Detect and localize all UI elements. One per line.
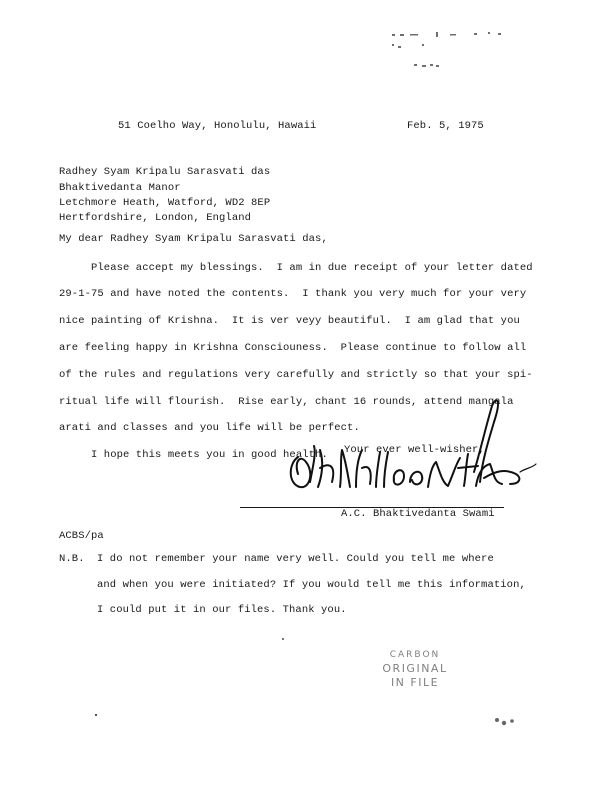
stamp-line: IN FILE: [390, 676, 440, 689]
body-line: ritual life will flourish. Rise early, chant 16 rounds, attend mangala: [59, 396, 514, 408]
speck: [282, 638, 284, 640]
body-line: are feeling happy in Krishna Consciouness. Please continue to follow all: [59, 342, 527, 354]
recipient-line: Bhaktivedanta Manor: [59, 182, 181, 194]
body-line: nice painting of Krishna. It is ver veyy beautiful. I am glad that you: [59, 315, 520, 327]
file-marks-graphic: [388, 28, 528, 78]
salutation: My dear Radhey Syam Kripalu Sarasvati das,: [59, 233, 328, 245]
nb-line: I could put it in our files. Thank you.: [97, 604, 347, 616]
body-line: arati and classes and you life will be perfect.: [59, 422, 360, 434]
sender-address: 51 Coelho Way, Honolulu, Hawaii: [118, 120, 317, 132]
file-stamp: [372, 648, 458, 690]
speck: [95, 714, 97, 716]
typist-initials: ACBS/pa: [59, 530, 104, 542]
recipient-line: Radhey Syam Kripalu Sarasvati das: [59, 166, 271, 178]
ink-smudge: [492, 714, 520, 730]
closing-line: I hope this meets you in good health.: [59, 449, 328, 461]
handwritten-signature: [280, 392, 550, 507]
body-line: of the rules and regulations very carefully and strictly so that your spi-: [59, 369, 533, 381]
nb-line: and when you were initiated? If you would tell me this information,: [97, 579, 526, 591]
body-line: Please accept my blessings. I am in due receipt of your letter dated: [59, 262, 533, 274]
nb-line: I do not remember your name very well. Could you tell me where: [97, 553, 494, 565]
recipient-line: Letchmore Heath, Watford, WD2 8EP: [59, 197, 271, 209]
letter-date: Feb. 5, 1975: [407, 120, 484, 132]
body-line: 29-1-75 and have noted the contents. I thank you very much for your very: [59, 288, 527, 300]
stamp-line: ORIGINAL: [382, 662, 448, 675]
recipient-line: Hertfordshire, London, England: [59, 212, 252, 224]
signer-name: A.C. Bhaktivedanta Swami: [341, 508, 495, 520]
stamp-line: CARBON: [389, 650, 441, 660]
nb-label: N.B.: [59, 553, 85, 565]
valediction: Your ever well-wisher,: [344, 444, 485, 456]
